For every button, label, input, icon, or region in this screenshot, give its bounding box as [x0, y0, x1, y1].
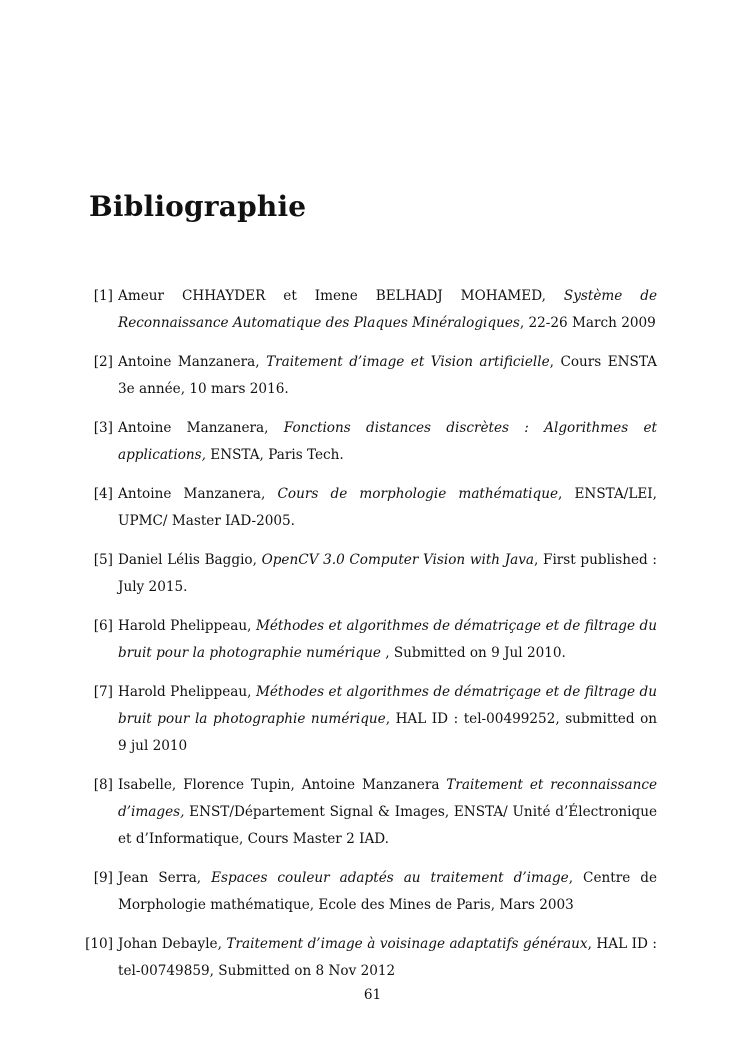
reference-number: [9] — [93, 870, 113, 886]
reference-number: [7] — [93, 684, 113, 700]
reference-list — [85, 283, 658, 997]
reference-details: , ENSTA/LEI, UPMC/ Master IAD-2005. — [118, 486, 657, 529]
reference-details: , 22-26 March 2009 — [519, 315, 656, 331]
reference-title: Traitement et reconnaissance d’images, — [118, 777, 657, 820]
reference-details: , Submitted on 9 Jul 2010. — [380, 645, 566, 661]
reference-item — [89, 613, 657, 667]
reference-title: Traitement d’image à voisinage adaptatifs généraux — [226, 936, 588, 952]
reference-author: Antoine Manzanera, — [118, 420, 284, 436]
reference-item — [89, 865, 657, 919]
reference-author: Antoine Manzanera, — [118, 486, 278, 502]
reference-number: [10] — [85, 936, 113, 952]
reference-author: Antoine Manzanera, — [118, 354, 267, 370]
reference-number: [3] — [93, 420, 113, 436]
reference-author: Isabelle, Florence Tupin, Antoine Manzanera — [118, 777, 447, 793]
reference-item — [89, 679, 657, 760]
reference-number: [1] — [93, 288, 113, 304]
reference-title: Système de Reconnaissance Automatique des Plaques Minéralogiques — [118, 288, 657, 331]
reference-number: [4] — [93, 486, 113, 502]
reference-item — [89, 415, 657, 469]
reference-details: , First published : July 2015. — [118, 552, 657, 595]
reference-details: , Cours ENSTA 3e année, 10 mars 2016. — [118, 354, 657, 397]
reference-details: , HAL ID : tel-00749859, Submitted on 8 Nov 2012 — [118, 936, 657, 979]
reference-title: OpenCV 3.0 Computer Vision with Java — [261, 552, 535, 568]
page-title: Bibliographie — [89, 190, 307, 223]
reference-details: , Centre de Morphologie mathématique, Ecole des Mines de Paris, Mars 2003 — [118, 870, 657, 913]
reference-details: , HAL ID : tel-00499252, submitted on 9 jul 2010 — [118, 711, 658, 754]
reference-author: Jean Serra, — [118, 870, 212, 886]
reference-title: Méthodes et algorithmes de dématriçage et de filtrage du bruit pour la photographie numérique — [118, 684, 657, 727]
reference-item — [89, 283, 657, 337]
reference-author: Harold Phelippeau, — [118, 618, 256, 634]
page-number: 61 — [363, 987, 382, 1003]
reference-item — [89, 547, 657, 601]
reference-author: Daniel Lélis Baggio, — [118, 552, 262, 568]
reference-number: [8] — [93, 777, 113, 793]
reference-title: Espaces couleur adaptés au traitement d’image — [211, 870, 569, 886]
reference-title: Traitement d’image et Vision artificielle — [266, 354, 550, 370]
reference-item — [89, 349, 657, 403]
reference-author: Johan Debayle, — [118, 936, 227, 952]
reference-author: Ameur CHHAYDER et Imene BELHADJ MOHAMED, — [118, 288, 564, 304]
reference-number: [6] — [93, 618, 113, 634]
reference-item — [89, 481, 657, 535]
reference-item — [85, 931, 657, 985]
reference-number: [5] — [93, 552, 113, 568]
reference-item — [89, 772, 657, 853]
reference-author: Harold Phelippeau, — [118, 684, 256, 700]
reference-title: Méthodes et algorithmes de dématriçage et de filtrage du bruit pour la photographie numérique — [118, 618, 657, 661]
reference-title: Fonctions distances discrètes : Algorithmes et applications, — [118, 420, 657, 463]
reference-title: Cours de morphologie mathématique — [277, 486, 558, 502]
reference-details: ENSTA, Paris Tech. — [205, 447, 344, 463]
reference-details: ENST/Département Signal & Images, ENSTA/ Unité d’Électronique et d’Informatique, Cours Master 2 IAD. — [118, 804, 657, 847]
reference-number: [2] — [93, 354, 113, 370]
